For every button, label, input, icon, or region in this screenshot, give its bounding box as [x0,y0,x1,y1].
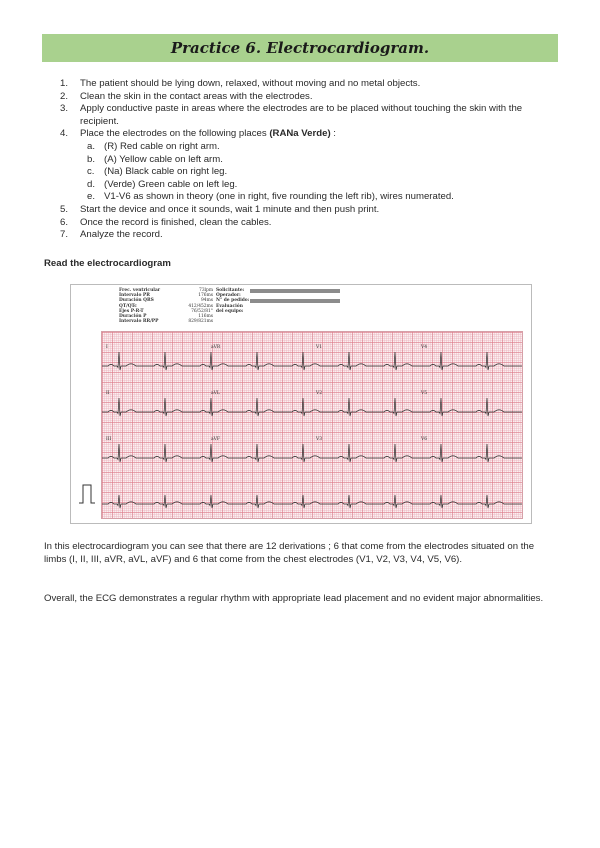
calibration-pulse-icon [77,481,97,507]
lead-label: aVL [211,391,220,396]
lead-label: V5 [421,391,428,396]
ecg-traces [102,332,522,518]
list-item: 1. The patient should be lying down, relaxed, without moving and no metal objects. [60,78,421,89]
list-item: 4. Place the electrodes on the following places (RANa Verde) : [60,128,336,140]
ecg-patient-fields: Solicitante: Operador: N° de pedido: Evaluación del equipo: [216,288,340,314]
ecg-grid [101,331,523,519]
paragraph-derivations: In this electrocardiogram you can see that there are 12 derivations ; 6 that come from the electrodes situated on the limbs (I, II, III, aVR, aVL, aVF) and 6 that come from the chest electrodes (V1, V2, V3, V4, V5, V6). [44,541,535,565]
list-item: 2. Clean the skin in the contact areas with the electrodes. [60,90,313,102]
redacted-bar [250,299,340,303]
ecg-trace-line [102,444,522,462]
lead-label: V1 [316,345,323,350]
lead-label: aVR [211,345,221,350]
ecg-image [70,284,532,524]
sub-list-item: e. V1-V6 as shown in theory (one in right, five rounding the left rib), wires numerated. [87,191,454,203]
paragraph-conclusion: Overall, the ECG demonstrates a regular rhythm with appropriate lead placement and no evident major abnormalities. [44,593,544,604]
ecg-trace-line [102,398,522,416]
lead-label: V2 [316,391,323,396]
lead-label: II [106,391,110,396]
procedure-list [60,78,550,242]
section-heading: Read the electrocardiogram [44,258,171,269]
lead-label: V3 [316,437,323,442]
lead-label: V4 [421,345,428,350]
lead-label: aVF [211,437,221,442]
list-item: 5. Start the device and once it sounds, wait 1 minute and then push print. [60,203,380,215]
ecg-trace-line [102,495,522,508]
list-item: 7. Analyze the record. [60,229,163,241]
title-bar [42,34,558,62]
sub-list-item: d. (Verde) Green cable on left leg. [87,178,238,190]
redacted-bar [250,289,340,293]
sub-list-item: b. (A) Yellow cable on left arm. [87,153,223,165]
sub-list-item: a. (R) Red cable on right arm. [87,140,220,152]
list-item: 3. Apply conductive paste in areas where the electrodes are to be placed without touching the skin with the recipient. [60,103,523,127]
lead-label: I [106,345,108,350]
lead-label: III [106,437,112,442]
page-title: Practice 6. Electrocardiogram. [170,39,430,57]
list-item: 6. Once the record is finished, clean the cables. [60,216,272,228]
sub-list-item: c. (Na) Black cable on right leg. [87,166,228,178]
ecg-measurements: Frec. ventricular 73lpm Intervalo PR 176ms Duración QRS 94ms QT/QTc 412/452ms Ejes P-R-T 76/52/81° Duración P 116ms Intervalo RR/PP 829/821ms [119,288,213,325]
ecg-trace-line [102,352,522,370]
lead-label: V6 [421,437,428,442]
